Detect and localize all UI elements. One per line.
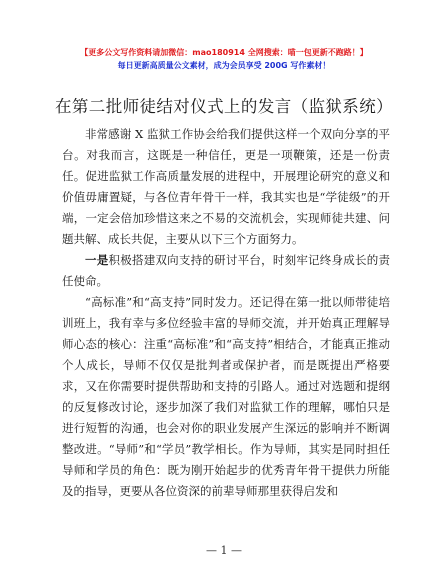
document-body [62,124,390,502]
paragraph-point-one [62,250,390,292]
paragraph-detail [62,292,390,502]
document-title: 在第二批师徒结对仪式上的发言（监狱系统） [55,97,393,116]
promo-banner-line-2: 每日更新高质量公文素材，成为会员享受 200G 写作素材！ [117,61,331,70]
page-number: — 1 — [206,544,242,557]
paragraph-text: “高标准”和“高支持”同时发力。还记得在第一批以师带徒培训班上，我有幸与多位经验丰富的导师交流，并开始真正理解导师心态的核心：注重“高标准”和“高支持”相结合，才能真正推动个人成长，导师不仅仅是批判者或保护者，而是既提出严格要求，又在你需要时提供帮助和支持的引路人。通过对选题和提纲的反复修改讨论，逐步加深了我们对监狱工作的理解，哪怕只是进行短暂的沟通，也会对你的职业发展产生深远的影响并不断调整改进。“导师”和“学员”教学相长。作为导师，其实是同时担任导师和学员的角色：既为刚开始起步的优秀青年骨干提供力所能及的指导，更要从各位资深的前辈导师那里获得启发和 [62,295,390,498]
promo-banner-line-1: 【更多公文写作资料请加微信：mao180914 全网搜索：喵一包更新不跑路！】 [80,48,368,57]
paragraph-intro [62,124,390,250]
paragraph-text: 非常感谢 X 监狱工作协会给我们提供这样一个双向分享的平台。对我而言，这既是一种信任，更是一项鞭策，还是一份责任。促进监狱工作高质量发展的进程中，开展理论研究的意义和价值毋庸置疑，与各位青年骨干一样，我其实也是“学徒级”的开端，一定会倍加珍惜这来之不易的交流机会，实现师徒共建、问题共解、成长共促，主要从以下三个方面努力。 [62,127,390,246]
paragraph-lead: 一是 [85,253,109,267]
paragraph-text: 积极搭建双向支持的研讨平台，时刻牢记终身成长的责任使命。 [62,253,391,288]
